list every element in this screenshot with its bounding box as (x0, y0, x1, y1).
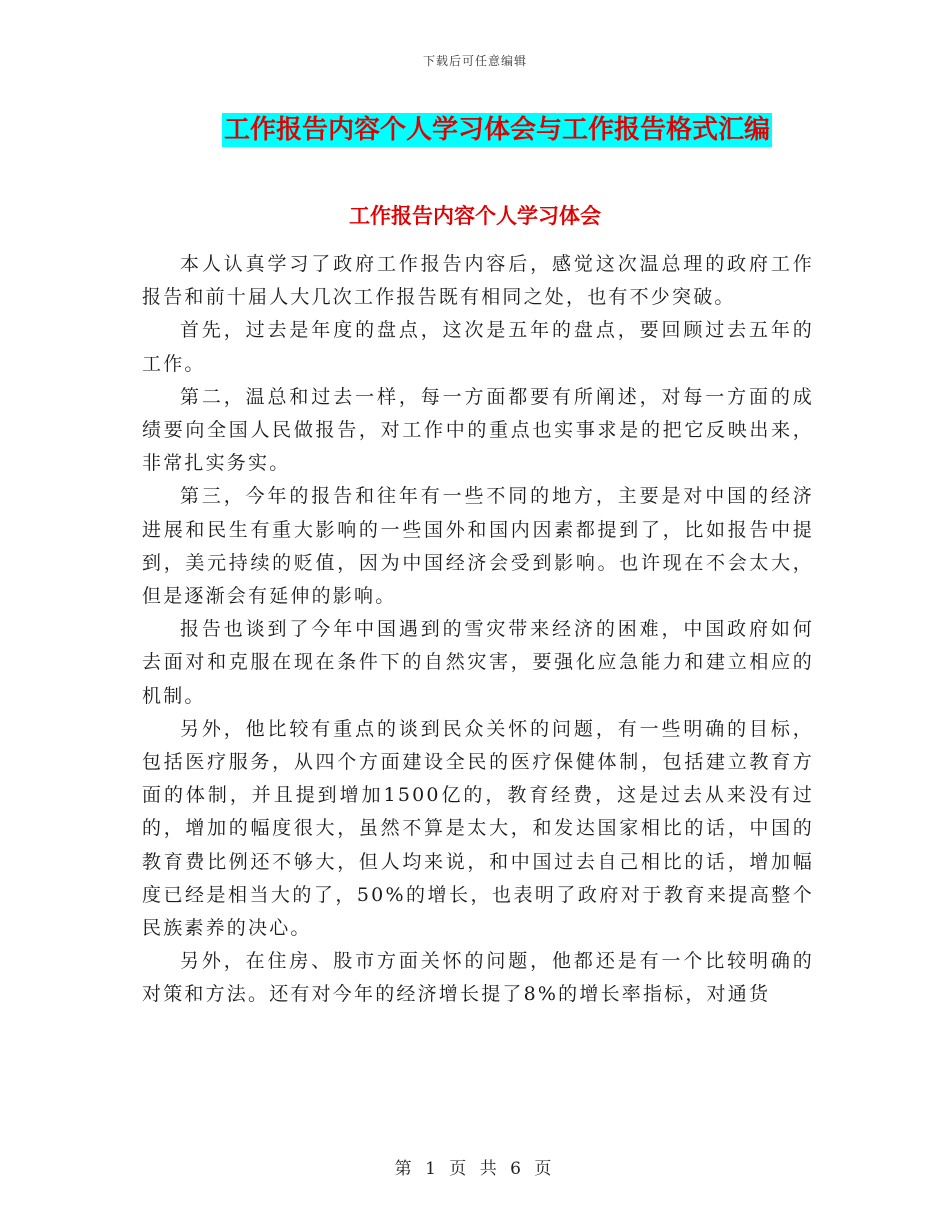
header-note: 下载后可任意编辑 (422, 54, 527, 68)
paragraph: 报告也谈到了今年中国遇到的雪灾带来经济的困难，中国政府如何去面对和克服在现在条件下的自然灾害，要强化应急能力和建立相应的机制。 (142, 618, 814, 707)
paragraph: 另外，在住房、股市方面关怀的问题，他都还是有一个比较明确的对策和方法。还有对今年的经济增长提了8%的增长率指标，对通货 (142, 950, 814, 1006)
paragraph: 本人认真学习了政府工作报告内容后，感觉这次温总理的政府工作报告和前十届人大几次工作报告既有相同之处，也有不少突破。 (142, 253, 814, 309)
document-title: 工作报告内容个人学习体会与工作报告格式汇编 (223, 115, 770, 145)
main-title-wrap (0, 113, 950, 147)
paragraph: 第三，今年的报告和往年有一些不同的地方，主要是对中国的经济进展和民生有重大影响的一些国外和国内因素都提到了，比如报告中提到，美元持续的贬值，因为中国经济会受到影响。也许现在不会太大，但是逐渐会有延伸的影响。 (142, 485, 814, 608)
document-body (142, 248, 814, 1012)
paragraph: 另外，他比较有重点的谈到民众关怀的问题，有一些明确的目标，包括医疗服务，从四个方面建设全民的医疗保健体制，包括建立教育方面的体制，并且提到增加1500亿的，教育经费，这是过去从来没有过的，增加的幅度很大，虽然不算是太大，和发达国家相比的话，中国的教育费比例还不够大，但人均来说，和中国过去自己相比的话，增加幅度已经是相当大的了，50%的增长，也表明了政府对于教育来提高整个民族素养的决心。 (142, 717, 814, 940)
paragraph: 第二，温总和过去一样，每一方面都要有所阐述，对每一方面的成绩要向全国人民做报告，对工作中的重点也实事求是的把它反映出来，非常扎实务实。 (142, 385, 814, 475)
section-title: 工作报告内容个人学习体会 (349, 203, 601, 228)
page-footer: 第 1 页 共 6 页 (394, 1159, 556, 1179)
paragraph: 首先，过去是年度的盘点，这次是五年的盘点，要回顾过去五年的工作。 (142, 319, 814, 375)
